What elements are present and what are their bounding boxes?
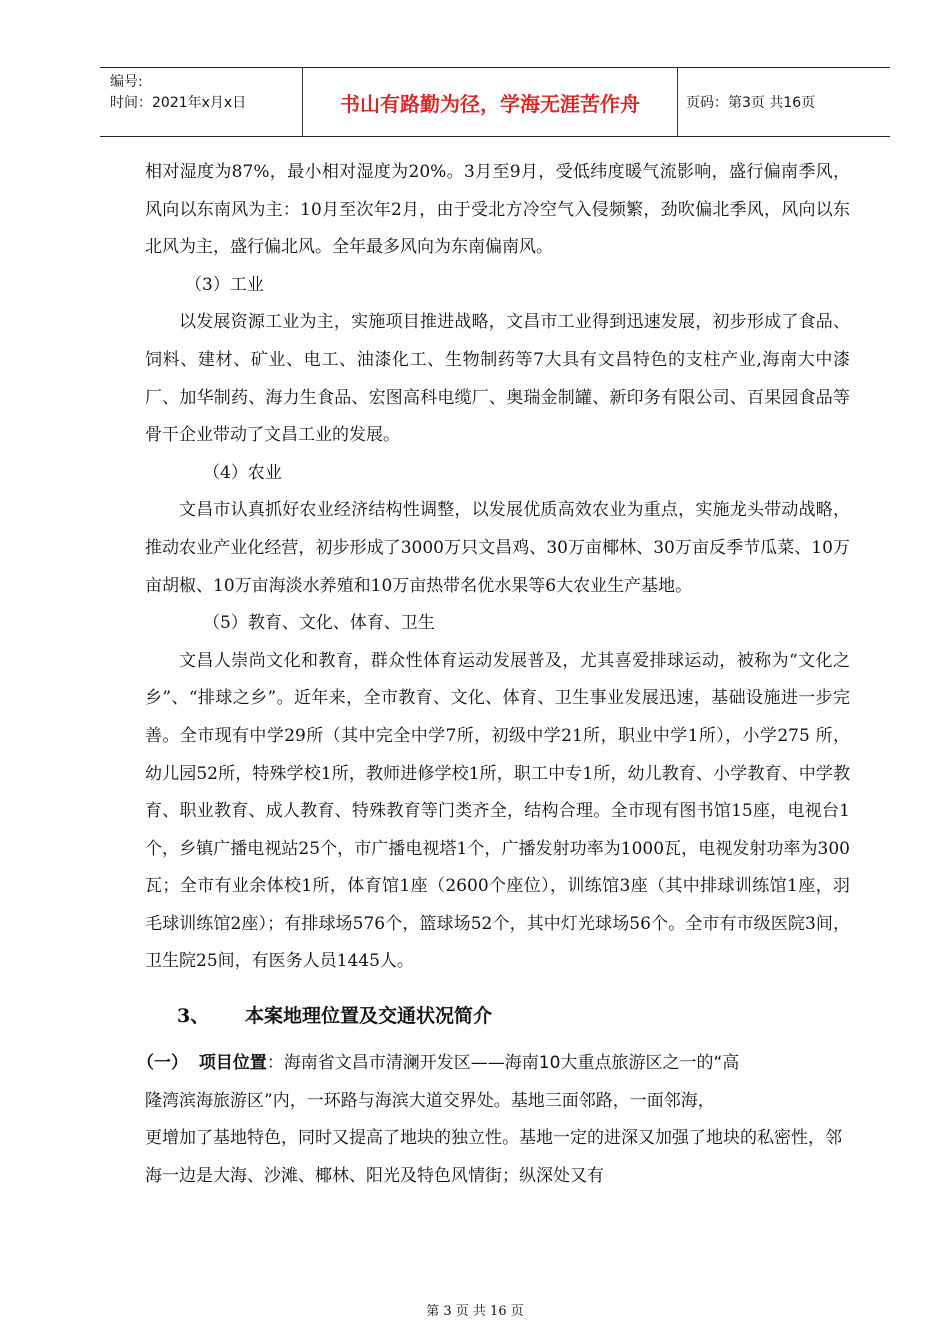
footer-page-number: 第 3 页 共 16 页 [426,1304,524,1319]
motto-text: 书山有路勤为径，学海无涯苦作舟 [340,91,640,116]
number-label: 编号: [110,74,143,90]
agriculture-paragraph: 文昌市认真抓好农业经济结构性调整，以发展优质高效农业为重点，实施龙头带动战略，推动农业产业化经营，初步形成了3000万只文昌鸡、30万亩椰林、30万亩反季节瓜菜、10万亩胡椒、10万亩海淡水养殖和10万亩热带名优水果等6大农业生产基地。 [145,500,850,596]
location-second-line: 隆湾滨海旅游区”内，一环路与海滨大道交界处。基地三面邻路，一面邻海， [145,1090,715,1111]
education-heading: （5）教育、文化、体育、卫生 [203,613,435,634]
page-header [100,67,890,137]
header-page [678,68,890,136]
date-label: 时间：2021年x月x日 [110,95,247,111]
location-prefix: （一） [137,1053,188,1074]
education-paragraph: 文昌人崇尚文化和教育，群众性体育运动发展普及，尤其喜爱排球运动，被称为“文化之乡”、“排球之乡”。近年来，全市教育、文化、体育、卫生事业发展迅速，基础设施进一步完善。全市现有中学29所（其中完全中学7所，初级中学21所，职业中学1所），小学275 所，幼儿园52所，特殊学校1所，教师进修学校1所，职工中专1所，幼儿教育、小学教育、中学教育、职业教育、成人教育、特殊教育等门类齐全，结构合理。全市现有图书馆15座，电视台1个，乡镇广播电视站25个，市广播电视塔1个，广播发射功率为1000瓦，电视发射功率为300瓦；全市有业余体校1所，体育馆1座（2600个座位），训练馆3座（其中排球训练馆1座，羽毛球训练馆2座）；有排球场576个，篮球场52个，其中灯光球场56个。全市有市级医院3间，卫生院25间，有医务人员1445人。 [145,650,850,972]
location-first-line [137,1045,850,1083]
location-paragraph [137,1045,850,1195]
location-rest: 更增加了基地特色，同时又提高了地块的独立性。基地一定的进深又加强了地块的私密性，邻海一边是大海、沙滩、椰林、阳光及特色风情街；纵深处又有 [145,1128,842,1186]
climate-paragraph: 相对湿度为87%，最小相对湿度为20%。3月至9月，受低纬度暖气流影响，盛行偏南季风，风向以东南风为主：10月至次年2月，由于受北方冷空气入侵频繁，劲吹偏北季风，风向以东北风为主，盛行偏北风。全年最多风向为东南偏南风。 [145,162,850,258]
page-footer [0,1300,950,1319]
location-label: 项目位置 [198,1053,267,1074]
page-label: 页码：第3页 共16页 [686,95,816,111]
industry-paragraph: 以发展资源工业为主，实施项目推进战略，文昌市工业得到迅速发展，初步形成了食品、饲料、建材、矿业、电工、油漆化工、生物制药等7大具有文昌特色的支柱产业,海南大中漆厂、加华制药、海力生食品、宏图高科电缆厂、奥瑞金制罐、新印务有限公司、百果园食品等骨干企业带动了文昌工业的发展。 [145,312,850,446]
document-body [137,154,850,1195]
section-heading [145,999,850,1033]
agriculture-heading: （4）农业 [203,462,282,483]
header-motto [302,68,678,136]
location-first-text: ：海南省文昌市清澜开发区——海南10大重点旅游区之一的“高 [266,1053,740,1074]
industry-heading: （3）工业 [185,274,264,295]
section-title: 本案地理位置及交通状况简介 [245,1005,493,1028]
section-number: 3、 [177,1005,210,1028]
header-meta [100,68,302,136]
